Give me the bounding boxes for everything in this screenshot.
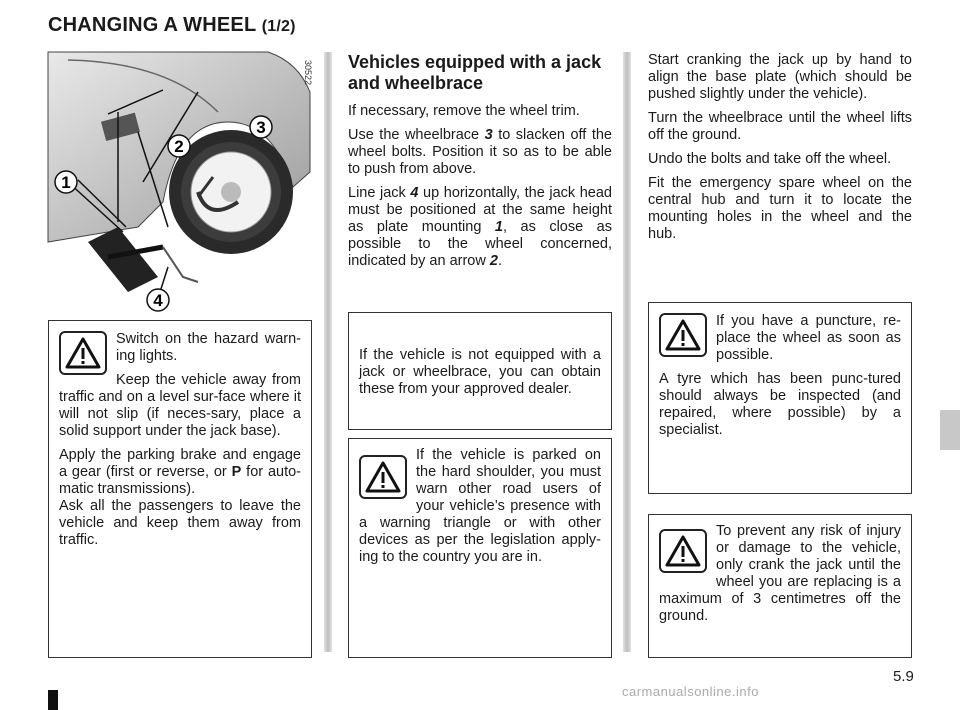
watermark: carmanualsonline.info	[622, 684, 759, 699]
corner-mark	[48, 690, 58, 710]
info-box-dealer: If the vehicle is not equipped with a jack or wheelbrace, you can obtain these from your approved dealer.	[348, 312, 612, 430]
callout-4	[147, 289, 169, 311]
paragraph: Use the wheelbrace 3 to slacken off the wheel bolts. Position it so as to be able to push from above.	[348, 127, 613, 177]
section-heading: Vehicles equipped with a jack and wheelbrace	[348, 52, 602, 93]
callout-3	[250, 116, 272, 138]
warning-box-hard-shoulder: If the vehicle is parked on the hard shoulder, you must warn other road users of your vehicle’s presence with a warning triangle or with other devices as per the legislation apply-ing to the country you are in.	[348, 438, 612, 658]
svg-text:4: 4	[153, 291, 163, 310]
svg-text:3: 3	[256, 118, 266, 137]
paragraph: Fit the emergency spare wheel on the central hub and turn it to locate the mounting holes in the wheel and the hub.	[648, 175, 912, 242]
warning-box-puncture: If you have a puncture, re-place the wheel as soon as possible. A tyre which has been punc-tured should always be inspected (and repaired, where possible) by a specialist.	[648, 302, 912, 494]
reference-code: 30522	[303, 60, 313, 86]
right-column	[648, 52, 912, 250]
warning-box-safety: Switch on the hazard warn-ing lights. Keep the vehicle away from traffic and on a level sur-face where it will not slip (if neces-sary, place a solid support under the jack base). Apply the parking brake and engage a gear (first or reverse, or P for auto-matic transmissions). Ask all the passengers to leave the vehicle and keep them away from traffic.	[48, 320, 312, 658]
warning-icon	[59, 331, 107, 375]
warning-icon	[659, 313, 707, 357]
paragraph: Turn the wheelbrace until the wheel lifts off the ground.	[648, 110, 912, 143]
warning-icon	[359, 455, 407, 499]
middle-column	[348, 52, 612, 277]
chapter-tab	[940, 410, 960, 450]
page-subtitle: (1/2)	[261, 18, 296, 35]
warning-icon	[659, 529, 707, 573]
column-divider	[623, 52, 631, 652]
page-number: 5.9	[893, 668, 914, 685]
paragraph: If necessary, remove the wheel trim.	[348, 103, 580, 119]
page-title: CHANGING A WHEEL (1/2)	[48, 14, 296, 36]
paragraph: Start cranking the jack up by hand to align the base plate (which should be pushed slightly under the vehicle).	[648, 52, 912, 102]
warning-box-jack-height: To prevent any risk of injury or damage to the vehicle, only crank the jack until the wheel you are replacing is a maximum of 3 centimetres off the ground.	[648, 514, 912, 658]
column-divider	[324, 52, 332, 652]
paragraph: Line jack 4 up horizontally, the jack head must be positioned at the same height as plate mounting 1, as close as possible to the wheel concerned, indicated by an arrow 2.	[348, 185, 612, 269]
jack-illustration	[48, 52, 313, 314]
svg-text:1: 1	[61, 173, 71, 192]
paragraph: Undo the bolts and take off the wheel.	[648, 151, 892, 167]
svg-text:2: 2	[174, 137, 184, 156]
callout-2	[168, 135, 190, 157]
callout-1	[55, 171, 77, 193]
